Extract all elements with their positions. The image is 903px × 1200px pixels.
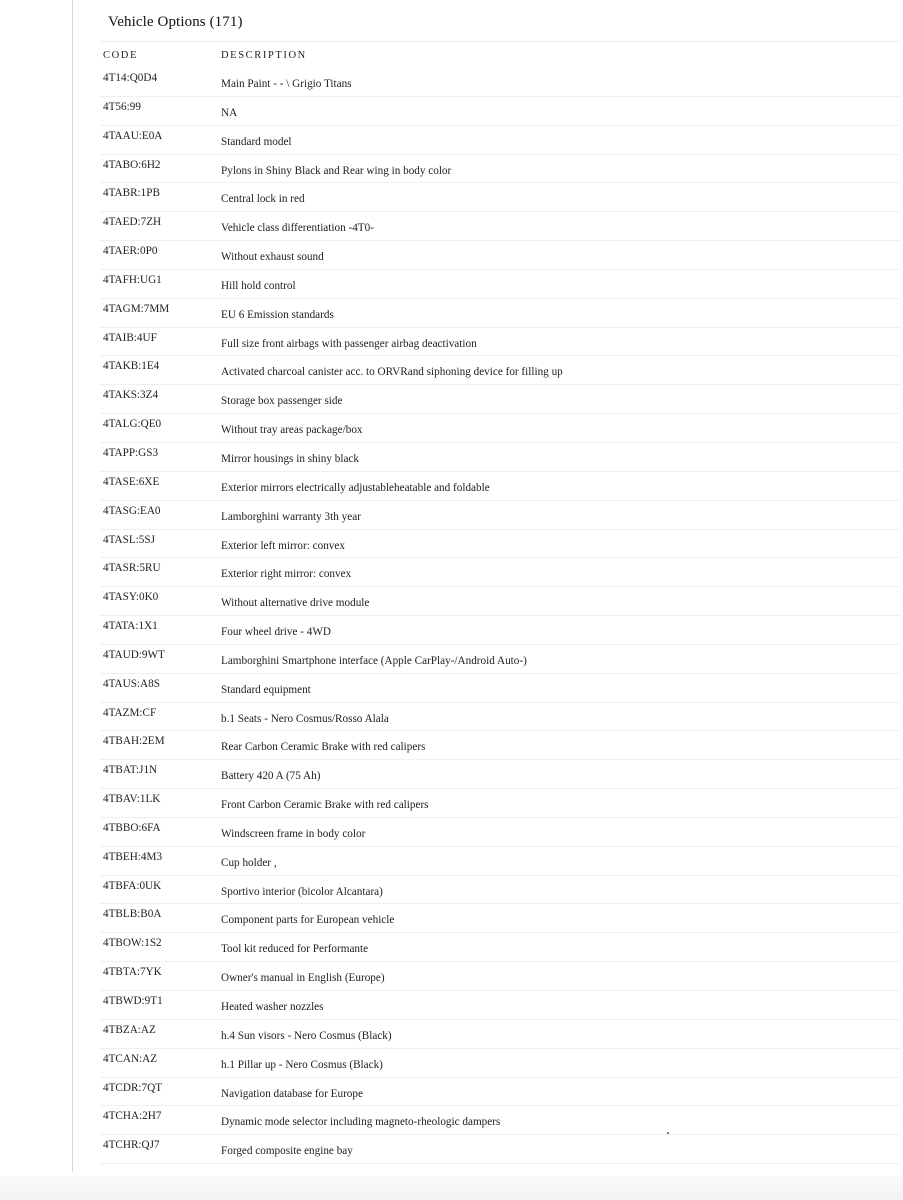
option-description: Main Paint - - \ Grigio Titans bbox=[221, 78, 352, 90]
table-row bbox=[100, 68, 900, 97]
table-row bbox=[100, 933, 900, 962]
option-description: Battery 420 A (75 Ah) bbox=[221, 770, 321, 783]
table-row bbox=[100, 183, 900, 212]
option-description: Rear Carbon Ceramic Brake with red calipers bbox=[221, 741, 426, 754]
table-row bbox=[100, 674, 900, 703]
option-code: 4T14:Q0D4 bbox=[103, 72, 158, 84]
table-row bbox=[100, 962, 900, 991]
option-description: Full size front airbags with passenger airbag deactivation bbox=[221, 337, 477, 350]
option-description: Component parts for European vehicle bbox=[221, 914, 395, 927]
option-description: Windscreen frame in body color bbox=[221, 827, 366, 840]
option-code: 4TAFH:UG1 bbox=[103, 273, 162, 286]
table-row bbox=[100, 328, 900, 357]
option-code: 4TCHR:QJ7 bbox=[103, 1139, 160, 1152]
option-description: Standard equipment bbox=[221, 683, 311, 696]
option-description: Without tray areas package/box bbox=[221, 424, 363, 437]
option-code: 4TCDR:7QT bbox=[103, 1081, 163, 1094]
option-description: Exterior mirrors electrically adjustableheatable and foldable bbox=[221, 481, 490, 494]
table-row bbox=[100, 530, 900, 559]
page-left-edge bbox=[72, 0, 73, 1172]
table-row bbox=[100, 212, 900, 241]
option-description: Navigation database for Europe bbox=[221, 1087, 363, 1100]
option-code: 4TAUD:9WT bbox=[103, 648, 165, 661]
table-row bbox=[100, 587, 900, 616]
option-code: 4TATA:1X1 bbox=[103, 620, 158, 633]
option-code: 4TABR:1PB bbox=[103, 187, 160, 200]
table-row bbox=[100, 97, 900, 126]
option-code: 4TAKB:1E4 bbox=[103, 360, 160, 373]
table-row bbox=[100, 616, 900, 645]
option-code: 4TBFA:0UK bbox=[103, 879, 162, 892]
table-row bbox=[100, 1078, 900, 1107]
option-code: 4TABO:6H2 bbox=[103, 158, 161, 171]
option-description: NA bbox=[221, 106, 238, 119]
option-description: Standard model bbox=[221, 135, 292, 148]
table-row bbox=[100, 558, 900, 587]
column-header-code: CODE bbox=[103, 50, 138, 61]
option-description: Dynamic mode selector including magneto-rheologic dampers bbox=[221, 1116, 501, 1129]
option-code: 4TBTA:7YK bbox=[103, 966, 162, 979]
option-description: h.1 Pillar up - Nero Cosmus (Black) bbox=[221, 1058, 383, 1071]
option-description: Four wheel drive - 4WD bbox=[221, 626, 331, 639]
option-description: Front Carbon Ceramic Brake with red calipers bbox=[221, 799, 429, 812]
option-description: Lamborghini Smartphone interface (Apple CarPlay-/Android Auto-) bbox=[221, 654, 527, 667]
table-row bbox=[100, 1106, 900, 1135]
table-row bbox=[100, 155, 900, 184]
option-description: Without alternative drive module bbox=[221, 597, 370, 610]
table-row bbox=[100, 1020, 900, 1049]
option-code: 4TAZM:CF bbox=[103, 706, 157, 719]
option-code: 4TALG:QE0 bbox=[103, 418, 162, 431]
option-description: Owner's manual in English (Europe) bbox=[221, 972, 385, 985]
table-row bbox=[100, 818, 900, 847]
option-description: Lamborghini warranty 3th year bbox=[221, 510, 361, 523]
page-title: Vehicle Options (171) bbox=[108, 14, 243, 30]
option-code: 4TCAN:AZ bbox=[103, 1052, 158, 1065]
option-description: EU 6 Emission standards bbox=[221, 308, 334, 321]
table-row bbox=[100, 789, 900, 818]
table-row bbox=[100, 414, 900, 443]
table-row bbox=[100, 270, 900, 299]
option-description: Activated charcoal canister acc. to ORVRand siphoning device for filling up bbox=[221, 366, 563, 379]
option-description: Vehicle class differentiation -4T0- bbox=[221, 222, 374, 235]
table-row bbox=[100, 1135, 900, 1164]
option-code: 4TAKS:3Z4 bbox=[103, 389, 159, 402]
option-code: 4TBOW:1S2 bbox=[103, 937, 162, 950]
title-divider bbox=[100, 41, 900, 42]
option-code: 4TCHA:2H7 bbox=[103, 1110, 162, 1123]
option-description: Forged composite engine bay bbox=[221, 1145, 353, 1158]
table-row bbox=[100, 356, 900, 385]
column-header-description: DESCRIPTION bbox=[221, 50, 307, 61]
option-description: Exterior left mirror: convex bbox=[221, 539, 345, 552]
table-row bbox=[100, 760, 900, 789]
options-table bbox=[100, 68, 900, 1164]
option-description: Cup holder , bbox=[221, 856, 277, 869]
option-code: 4TAIB:4UF bbox=[103, 331, 157, 344]
table-row bbox=[100, 385, 900, 414]
option-code: 4TAUS:A8S bbox=[103, 677, 160, 690]
option-code: 4TAAU:E0A bbox=[103, 129, 163, 142]
table-row bbox=[100, 645, 900, 674]
option-code: 4TASL:5SJ bbox=[103, 533, 155, 546]
option-description: Central lock in red bbox=[221, 193, 305, 206]
option-description: Storage box passenger side bbox=[221, 395, 343, 408]
table-row bbox=[100, 472, 900, 501]
option-code: 4TAGM:7MM bbox=[103, 302, 170, 315]
option-code: 4TASG:EA0 bbox=[103, 504, 161, 517]
table-row bbox=[100, 731, 900, 760]
option-description: Exterior right mirror: convex bbox=[221, 568, 352, 581]
option-description: b.1 Seats - Nero Cosmus/Rosso Alala bbox=[221, 712, 389, 725]
table-row bbox=[100, 501, 900, 530]
scan-speck bbox=[667, 1132, 669, 1134]
option-code: 4TASR:5RU bbox=[103, 562, 161, 575]
table-row bbox=[100, 443, 900, 472]
table-row bbox=[100, 904, 900, 933]
table-row bbox=[100, 299, 900, 328]
option-code: 4TAER:0P0 bbox=[103, 245, 158, 258]
option-code: 4TAPP:GS3 bbox=[103, 446, 159, 459]
option-description: Without exhaust sound bbox=[221, 251, 324, 264]
table-row bbox=[100, 847, 900, 876]
option-description: Pylons in Shiny Black and Rear wing in body color bbox=[221, 164, 452, 177]
table-row bbox=[100, 241, 900, 270]
option-code: 4TBZA:AZ bbox=[103, 1023, 156, 1036]
table-row bbox=[100, 703, 900, 732]
page-bottom-margin bbox=[0, 1176, 903, 1200]
option-code: 4TBWD:9T1 bbox=[103, 995, 163, 1007]
table-row bbox=[100, 991, 900, 1020]
option-description: Hill hold control bbox=[221, 279, 296, 292]
option-code: 4TBAV:1LK bbox=[103, 793, 161, 806]
option-description: Heated washer nozzles bbox=[221, 1001, 324, 1013]
option-description: Mirror housings in shiny black bbox=[221, 452, 359, 465]
option-code: 4TASY:0K0 bbox=[103, 591, 159, 604]
option-code: 4TASE:6XE bbox=[103, 475, 160, 488]
option-description: h.4 Sun visors - Nero Cosmus (Black) bbox=[221, 1029, 392, 1042]
option-code: 4T56:99 bbox=[103, 100, 141, 113]
table-row bbox=[100, 1049, 900, 1078]
table-row bbox=[100, 126, 900, 155]
option-code: 4TBAT:J1N bbox=[103, 764, 158, 777]
option-description: Sportivo interior (bicolor Alcantara) bbox=[221, 885, 383, 898]
option-code: 4TBAH:2EM bbox=[103, 735, 165, 748]
option-code: 4TAED:7ZH bbox=[103, 216, 162, 229]
option-code: 4TBBO:6FA bbox=[103, 821, 161, 834]
option-code: 4TBEH:4M3 bbox=[103, 850, 163, 863]
option-description: Tool kit reduced for Performante bbox=[221, 943, 369, 956]
option-code: 4TBLB:B0A bbox=[103, 908, 162, 921]
table-row bbox=[100, 876, 900, 905]
